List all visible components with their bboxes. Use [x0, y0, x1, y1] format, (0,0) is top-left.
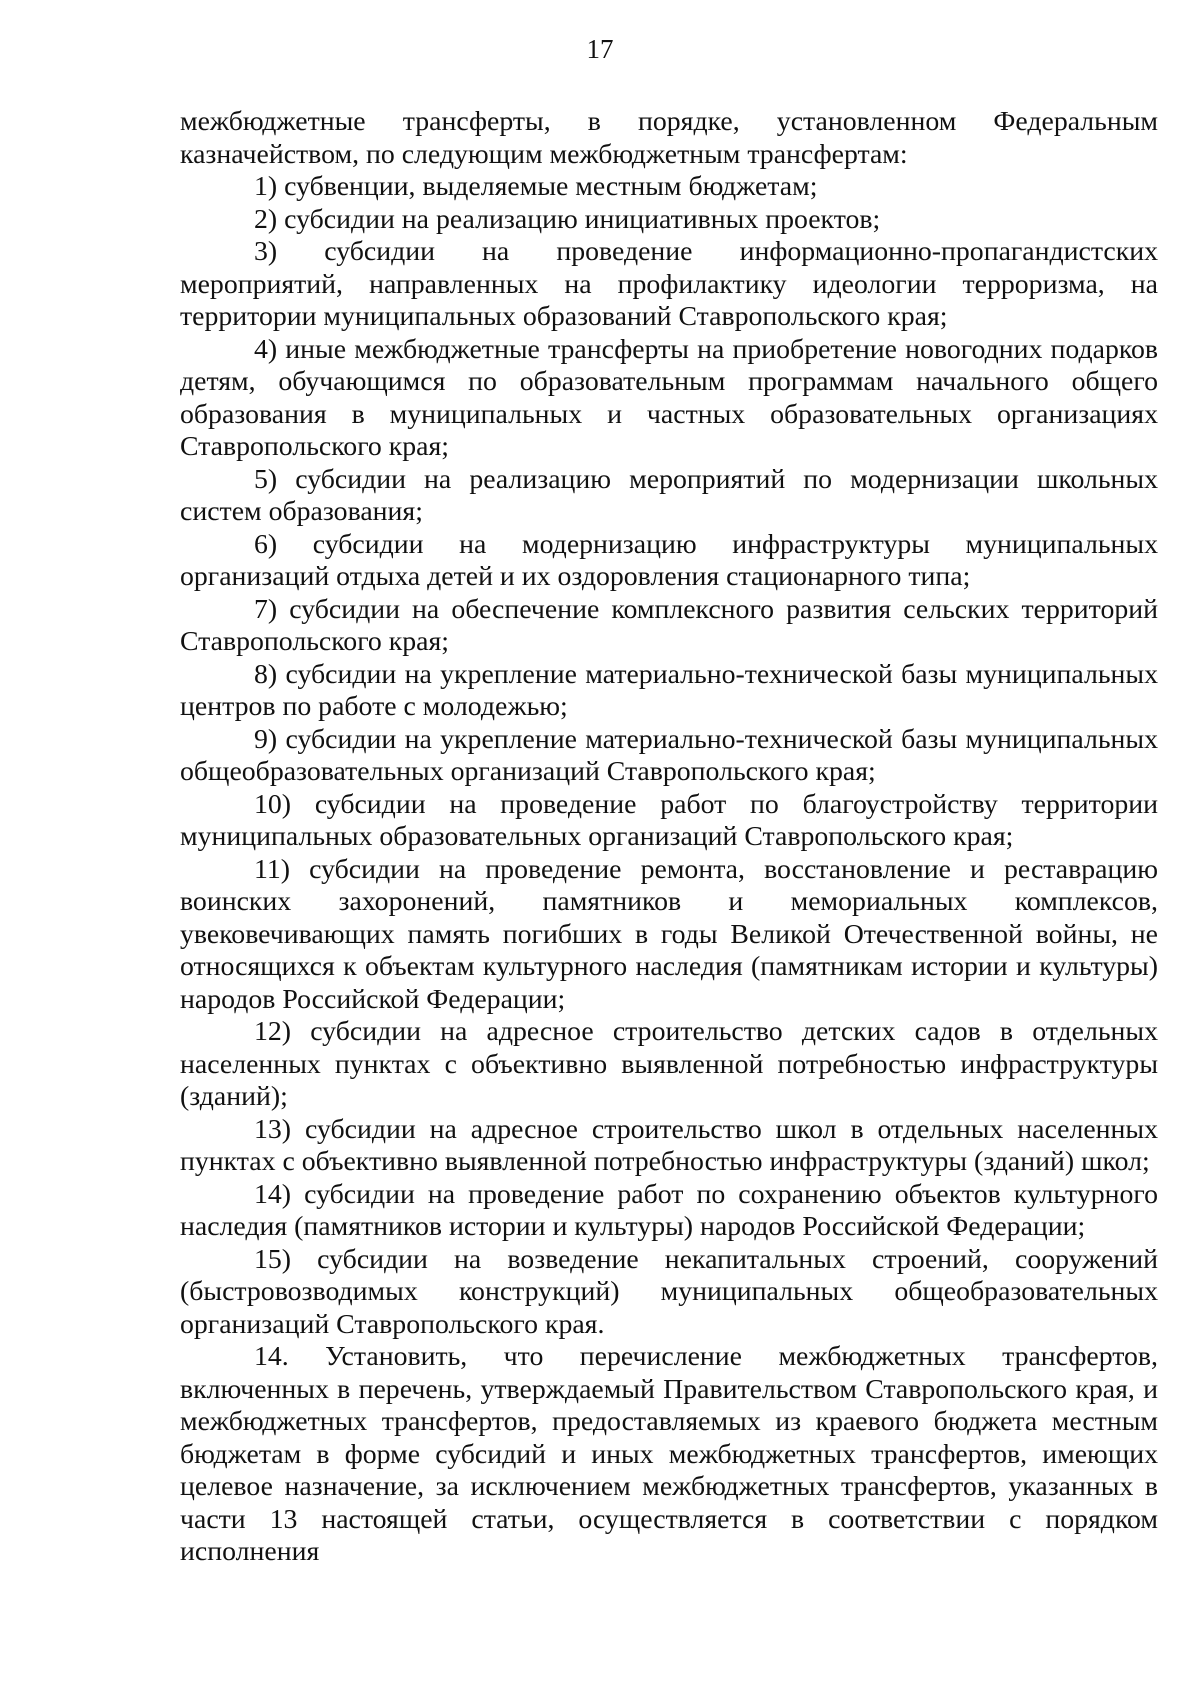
list-item-4: 4) иные межбюджетные трансферты на приобретение новогодних подарков детям, обучающимся по образовательным программам начального общего образования в муниципальных и частных образовательных организациях Ставропольского края;	[180, 333, 1158, 462]
list-item-15: 15) субсидии на возведение некапитальных строений, сооружений (быстровозводимых конструкций) муниципальных общеобразовательных организаций Ставропольского края.	[180, 1243, 1158, 1340]
list-item-7: 7) субсидии на обеспечение комплексного развития сельских территорий Ставропольского края;	[180, 593, 1158, 657]
list-item-12: 12) субсидии на адресное строительство детских садов в отдельных населенных пунктах с объективно выявленной потребностью инфраструктуры (зданий);	[180, 1016, 1158, 1112]
list-item-8: 8) субсидии на укрепление материально-технической базы муниципальных центров по работе с молодежью;	[180, 658, 1158, 722]
list-item-5: 5) субсидии на реализацию мероприятий по модернизации школьных систем образования;	[180, 463, 1158, 527]
section-14-paragraph: 14. Установить, что перечисление межбюджетных трансфертов, включенных в перечень, утверждаемый Правительством Ставропольского края, и межбюджетных трансфертов, предоставляемых из краевого бюджета местным бюджетам в форме субсидий и иных межбюджетных трансфертов, имеющих целевое назначение, за исключением межбюджетных трансфертов, указанных в части 13 настоящей статьи, осуществляется в соответствии с порядком исполнения	[180, 1341, 1158, 1567]
list-item-1: 1) субвенции, выделяемые местным бюджетам;	[254, 171, 818, 202]
paragraph-continuation: межбюджетные трансферты, в порядке, установленном Федеральным казначейством, по следующим межбюджетным трансфертам:	[180, 106, 1158, 170]
list-item-13: 13) субсидии на адресное строительство школ в отдельных населенных пунктах с объективно выявленной потребностью инфраструктуры (зданий) школ;	[180, 1113, 1158, 1177]
list-item-3: 3) субсидии на проведение информационно-пропагандистских мероприятий, направленных на профилактику идеологии терроризма, на территории муниципальных образований Ставропольского края;	[180, 236, 1158, 332]
list-item-14: 14) субсидии на проведение работ по сохранению объектов культурного наследия (памятников истории и культуры) народов Российской Федерации;	[180, 1178, 1158, 1242]
page-number: 17	[586, 34, 614, 64]
document-body	[180, 106, 1158, 1569]
list-item-11: 11) субсидии на проведение ремонта, восстановление и реставрацию воинских захоронений, памятников и мемориальных комплексов, увековечивающих память погибших в годы Великой Отечественной войны, не относящихся к объектам культурного наследия (памятникам истории и культуры) народов Российской Федерации;	[180, 853, 1158, 1015]
list-item-9: 9) субсидии на укрепление материально-технической базы муниципальных общеобразовательных организаций Ставропольского края;	[180, 723, 1158, 787]
list-item-6: 6) субсидии на модернизацию инфраструктуры муниципальных организаций отдыха детей и их оздоровления стационарного типа;	[180, 528, 1158, 592]
list-item-2: 2) субсидии на реализацию инициативных проектов;	[254, 203, 881, 235]
list-item-10: 10) субсидии на проведение работ по благоустройству территории муниципальных образовательных организаций Ставропольского края;	[180, 788, 1158, 852]
